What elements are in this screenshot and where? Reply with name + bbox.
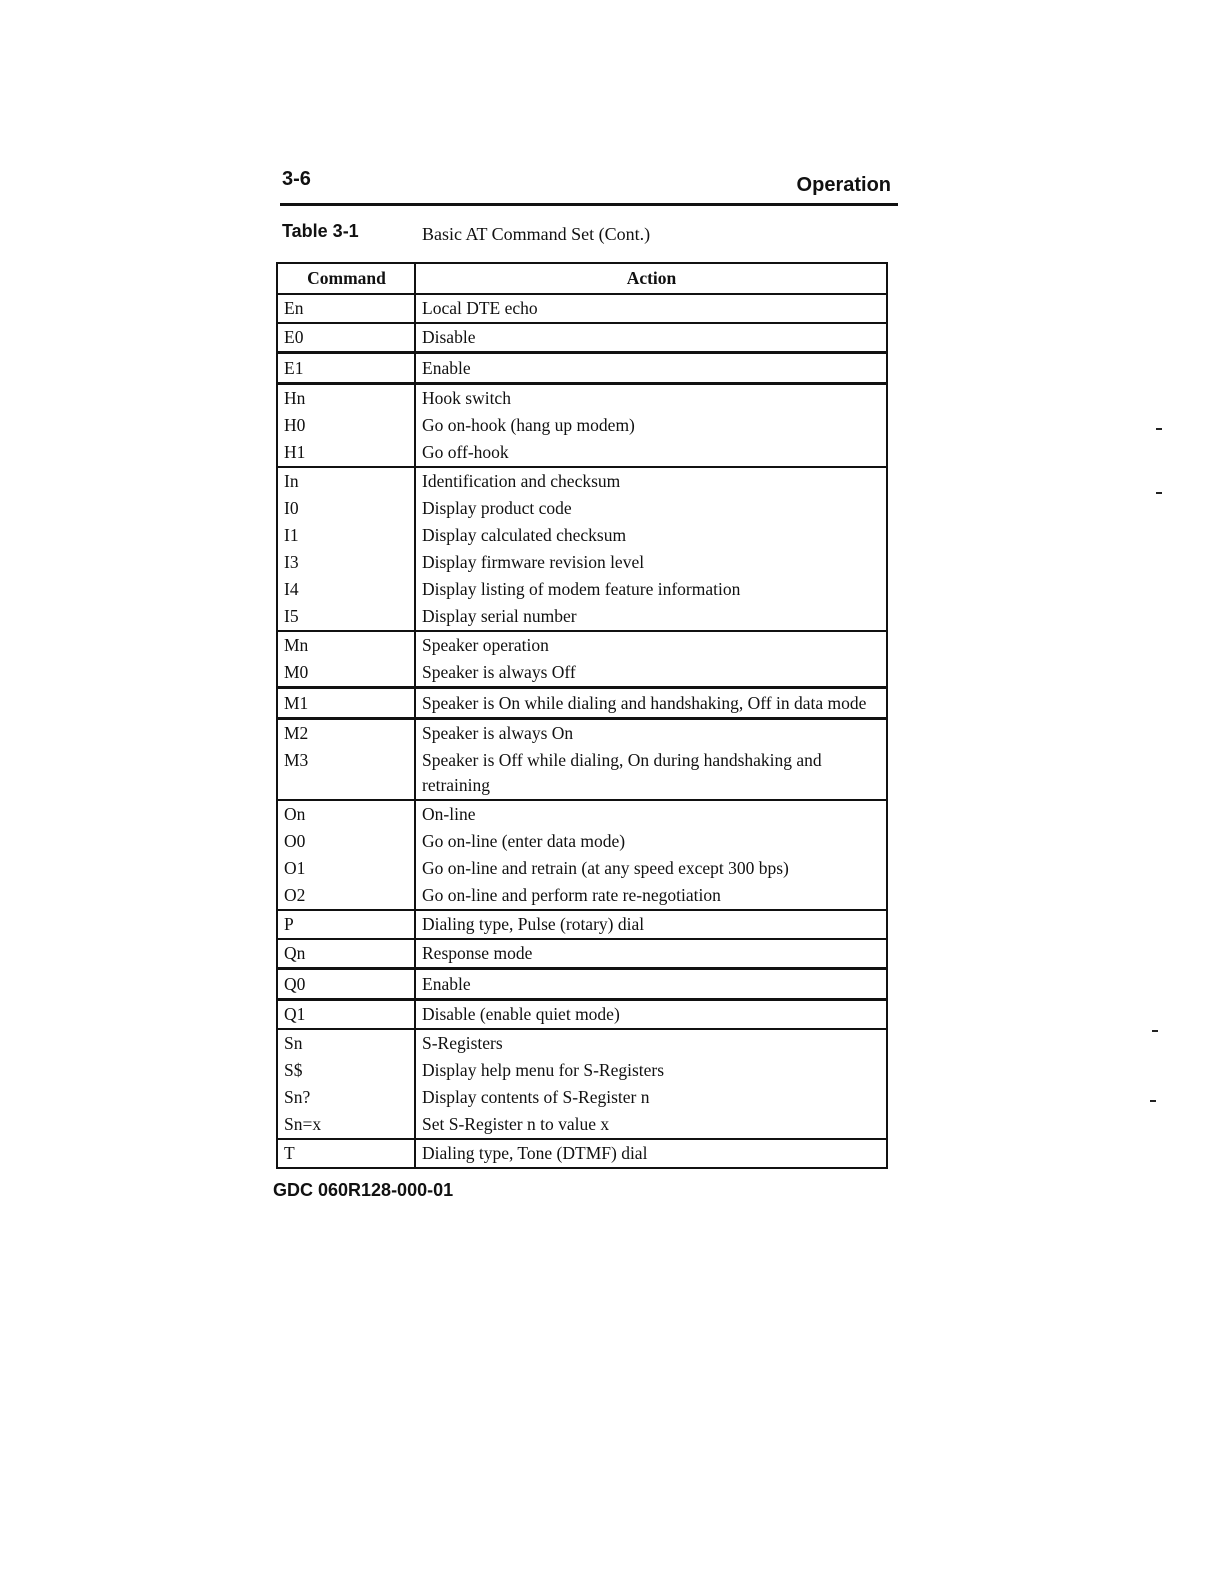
command-cell: H0 xyxy=(277,412,415,439)
action-cell: Display listing of modem feature information xyxy=(415,576,887,603)
command-cell: I4 xyxy=(277,576,415,603)
command-cell: Q0 xyxy=(277,969,415,1000)
command-cell: Sn xyxy=(277,1029,415,1057)
command-cell: Sn? xyxy=(277,1084,415,1111)
command-table xyxy=(276,262,888,1169)
action-cell: Enable xyxy=(415,353,887,384)
action-cell: S-Registers xyxy=(415,1029,887,1057)
table-row xyxy=(277,1029,887,1057)
section-title: Operation xyxy=(796,174,891,196)
header-rule xyxy=(280,203,898,206)
table-row xyxy=(277,323,887,353)
command-cell: M3 xyxy=(277,747,415,800)
scan-speck xyxy=(1156,492,1162,494)
command-cell: M0 xyxy=(277,659,415,688)
command-cell: I5 xyxy=(277,603,415,631)
scan-speck xyxy=(1152,1030,1158,1032)
action-cell: Hook switch xyxy=(415,384,887,413)
column-header-action: Action xyxy=(415,263,887,294)
action-cell: Go off-hook xyxy=(415,439,887,467)
scan-speck xyxy=(1156,428,1162,430)
action-cell: Go on-line and retrain (at any speed except 300 bps) xyxy=(415,855,887,882)
table-row xyxy=(277,719,887,748)
table-row xyxy=(277,969,887,1000)
table-row xyxy=(277,603,887,631)
table-body xyxy=(277,294,887,1168)
table-row xyxy=(277,828,887,855)
table-row xyxy=(277,353,887,384)
table-row xyxy=(277,910,887,939)
table-row xyxy=(277,522,887,549)
table-row xyxy=(277,549,887,576)
command-cell: S$ xyxy=(277,1057,415,1084)
command-cell: Hn xyxy=(277,384,415,413)
column-header-command: Command xyxy=(277,263,415,294)
table-label: Table 3-1 xyxy=(282,221,359,241)
table-row xyxy=(277,659,887,688)
table-row xyxy=(277,495,887,522)
table-row xyxy=(277,384,887,413)
action-cell: Disable (enable quiet mode) xyxy=(415,1000,887,1030)
command-cell: I0 xyxy=(277,495,415,522)
action-cell: Go on-hook (hang up modem) xyxy=(415,412,887,439)
command-cell: Sn=x xyxy=(277,1111,415,1139)
table-row xyxy=(277,631,887,659)
table-row xyxy=(277,688,887,719)
action-cell: Set S-Register n to value x xyxy=(415,1111,887,1139)
command-cell: In xyxy=(277,467,415,495)
command-cell: O1 xyxy=(277,855,415,882)
action-cell: Display serial number xyxy=(415,603,887,631)
table-row xyxy=(277,1000,887,1030)
command-cell: O0 xyxy=(277,828,415,855)
action-cell: Display firmware revision level xyxy=(415,549,887,576)
table-row xyxy=(277,576,887,603)
action-cell: Speaker operation xyxy=(415,631,887,659)
table-row xyxy=(277,467,887,495)
action-cell: Speaker is always Off xyxy=(415,659,887,688)
action-cell: On-line xyxy=(415,800,887,828)
table-row xyxy=(277,439,887,467)
action-cell: Speaker is Off while dialing, On during handshaking and retraining xyxy=(415,747,887,800)
action-cell: Response mode xyxy=(415,939,887,969)
scan-speck xyxy=(1150,1100,1156,1102)
action-cell: Identification and checksum xyxy=(415,467,887,495)
action-cell: Disable xyxy=(415,323,887,353)
table-row xyxy=(277,800,887,828)
table-row xyxy=(277,1057,887,1084)
command-cell: E1 xyxy=(277,353,415,384)
table-row xyxy=(277,939,887,969)
command-cell: I1 xyxy=(277,522,415,549)
table-row xyxy=(277,412,887,439)
action-cell: Dialing type, Tone (DTMF) dial xyxy=(415,1139,887,1168)
command-cell: M1 xyxy=(277,688,415,719)
action-cell: Display product code xyxy=(415,495,887,522)
table-row xyxy=(277,747,887,800)
table-caption: Basic AT Command Set (Cont.) xyxy=(422,224,651,244)
table-row xyxy=(277,855,887,882)
command-cell: On xyxy=(277,800,415,828)
action-cell: Display contents of S-Register n xyxy=(415,1084,887,1111)
command-cell: I3 xyxy=(277,549,415,576)
command-cell: Mn xyxy=(277,631,415,659)
command-cell: H1 xyxy=(277,439,415,467)
action-cell: Go on-line and perform rate re-negotiation xyxy=(415,882,887,910)
command-cell: Q1 xyxy=(277,1000,415,1030)
action-cell: Speaker is On while dialing and handshaking, Off in data mode xyxy=(415,688,887,719)
command-cell: P xyxy=(277,910,415,939)
command-cell: E0 xyxy=(277,323,415,353)
command-cell: En xyxy=(277,294,415,323)
action-cell: Go on-line (enter data mode) xyxy=(415,828,887,855)
table-row xyxy=(277,1139,887,1168)
action-cell: Local DTE echo xyxy=(415,294,887,323)
table-row xyxy=(277,1084,887,1111)
page-number: 3-6 xyxy=(282,168,311,190)
table-header-row xyxy=(277,263,887,294)
action-cell: Display help menu for S-Registers xyxy=(415,1057,887,1084)
table-row xyxy=(277,882,887,910)
action-cell: Speaker is always On xyxy=(415,719,887,748)
command-cell: M2 xyxy=(277,719,415,748)
command-cell: Qn xyxy=(277,939,415,969)
action-cell: Display calculated checksum xyxy=(415,522,887,549)
command-cell: T xyxy=(277,1139,415,1168)
command-cell: O2 xyxy=(277,882,415,910)
document-id: GDC 060R128-000-01 xyxy=(273,1180,454,1200)
table-row xyxy=(277,1111,887,1139)
action-cell: Dialing type, Pulse (rotary) dial xyxy=(415,910,887,939)
action-cell: Enable xyxy=(415,969,887,1000)
table-row xyxy=(277,294,887,323)
